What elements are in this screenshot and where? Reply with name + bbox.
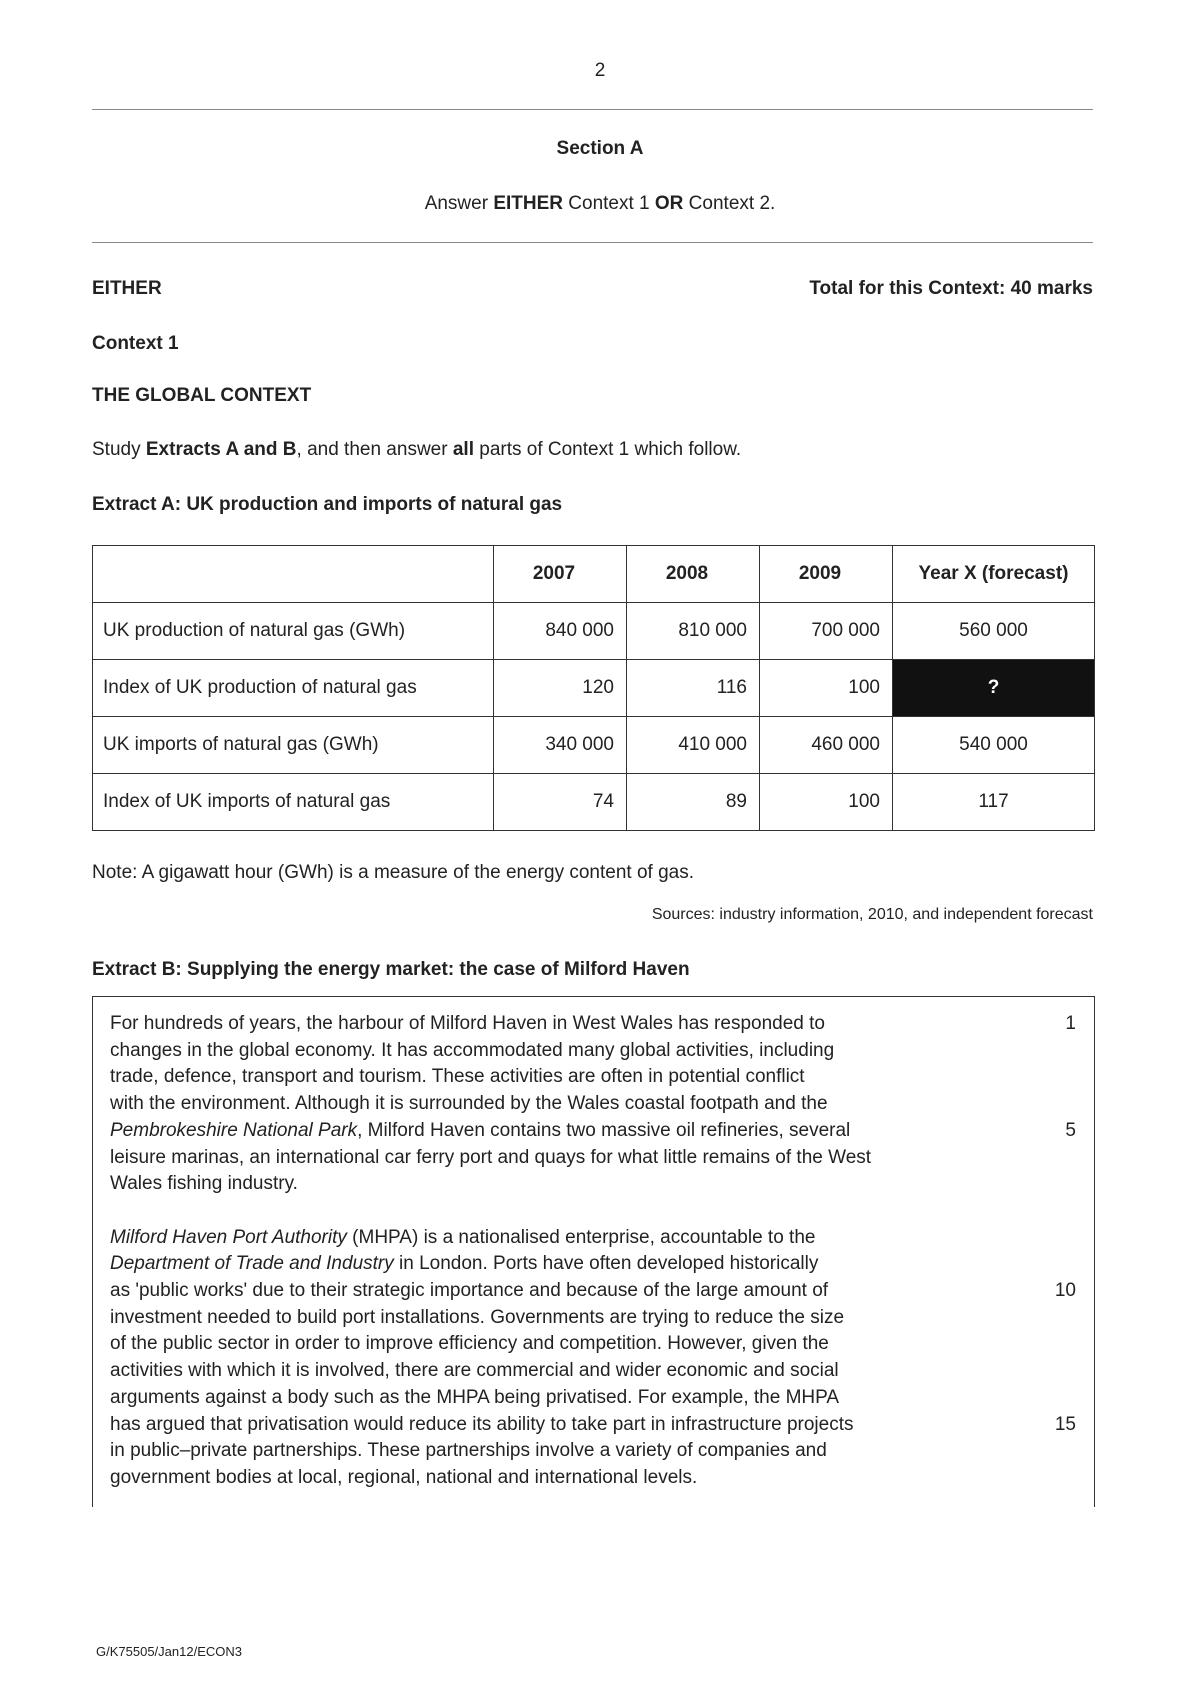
text: OR xyxy=(654,193,684,214)
text: EITHER xyxy=(493,193,564,214)
passage-line xyxy=(110,1253,818,1275)
note: Note: A gigawatt hour (GWh) is a measure of the energy content of gas. xyxy=(92,862,694,883)
row-label: Index of UK production of natural gas xyxy=(93,660,494,717)
table-row xyxy=(93,603,1095,660)
italic-text: Milford Haven Port Authority xyxy=(110,1226,347,1248)
cell: 560 000 xyxy=(893,603,1095,660)
gas-table xyxy=(92,545,1095,831)
text: investment needed to build port installations. Governments are trying to reduce the size xyxy=(110,1306,845,1328)
header-cell: Year X (forecast) xyxy=(893,546,1095,603)
cell: 410 000 xyxy=(627,717,760,774)
passage-line xyxy=(110,1120,850,1142)
section-title: Section A xyxy=(556,138,644,159)
passage-line xyxy=(110,1467,697,1489)
text: activities with which it is involved, there are commercial and wider economic and social xyxy=(110,1360,839,1382)
italic-text: Department of Trade and Industry xyxy=(110,1253,394,1275)
table-row xyxy=(93,660,1095,717)
passage-line xyxy=(110,1066,805,1088)
passage-line xyxy=(110,1173,298,1195)
text: Wales fishing industry. xyxy=(110,1173,298,1195)
text: Extracts A and B xyxy=(145,439,297,460)
passage-line xyxy=(110,1013,825,1035)
table-header-row xyxy=(93,546,1095,603)
passage-line xyxy=(110,1387,839,1409)
extract-b-title: Extract B: Supplying the energy market: the case of Milford Haven xyxy=(92,959,690,980)
text: as 'public works' due to their strategic importance and because of the large amount of xyxy=(110,1280,829,1301)
cell: 340 000 xyxy=(494,717,627,774)
study-instruction xyxy=(92,439,741,461)
text: Context 2. xyxy=(683,193,776,214)
line-number: 5 xyxy=(1065,1119,1076,1141)
passage-line xyxy=(110,1414,854,1436)
text: all xyxy=(452,439,474,460)
passage-line xyxy=(110,1040,834,1062)
passage-line xyxy=(110,1147,871,1169)
line-number: 10 xyxy=(1054,1280,1076,1301)
extract-b-passage xyxy=(92,996,1095,1507)
divider xyxy=(92,242,1093,243)
footer-code: G/K75505/Jan12/ECON3 xyxy=(96,1644,242,1659)
cell: 117 xyxy=(893,774,1095,831)
header-cell: 2008 xyxy=(627,546,760,603)
text: For hundreds of years, the harbour of Milford Haven in West Wales has responded to xyxy=(110,1013,825,1034)
text: in London. Ports have often developed historically xyxy=(393,1253,819,1275)
text: arguments against a body such as the MHPA being privatised. For example, the MHPA xyxy=(110,1386,840,1408)
header-cell xyxy=(93,546,494,603)
text: , Milford Haven contains two massive oil refineries, several xyxy=(357,1119,851,1141)
cell: 74 xyxy=(494,774,627,831)
text: (MHPA) is a nationalised enterprise, accountable to the xyxy=(346,1226,816,1248)
text: trade, defence, transport and tourism. These activities are often in potential conflict xyxy=(110,1066,805,1088)
cell: 100 xyxy=(760,660,893,717)
passage-line xyxy=(110,1440,827,1462)
instruction xyxy=(0,193,1200,215)
cell: 116 xyxy=(627,660,760,717)
text: in public–private partnerships. These partnerships involve a variety of companies and xyxy=(110,1440,827,1462)
text: has argued that privatisation would reduce its ability to take part in infrastructure projects xyxy=(110,1413,854,1435)
header-cell: 2009 xyxy=(760,546,893,603)
divider xyxy=(92,109,1093,110)
row-label: UK imports of natural gas (GWh) xyxy=(93,717,494,774)
row-label: Index of UK imports of natural gas xyxy=(93,774,494,831)
extract-a-title: Extract A: UK production and imports of natural gas xyxy=(92,494,563,515)
text: Study xyxy=(92,439,146,460)
table-row xyxy=(93,717,1095,774)
line-number: 1 xyxy=(1065,1013,1076,1034)
passage-line xyxy=(110,1333,829,1355)
text: Context 1 xyxy=(563,193,655,214)
header-cell: 2007 xyxy=(494,546,627,603)
unknown-cell: ? xyxy=(893,660,1095,717)
text: of the public sector in order to improve efficiency and competition. However, given the xyxy=(110,1333,829,1355)
text: Answer xyxy=(424,193,494,214)
page-number: 2 xyxy=(594,60,606,81)
cell: 840 000 xyxy=(494,603,627,660)
text: parts of Context 1 which follow. xyxy=(473,439,742,460)
sources: Sources: industry information, 2010, and independent forecast xyxy=(651,906,1093,923)
text: government bodies at local, regional, national and international levels. xyxy=(110,1466,698,1488)
cell: 89 xyxy=(627,774,760,831)
cell: 810 000 xyxy=(627,603,760,660)
line-number: 15 xyxy=(1054,1413,1076,1435)
context-label: Context 1 xyxy=(92,333,179,354)
context-title: THE GLOBAL CONTEXT xyxy=(92,385,312,406)
row-label: UK production of natural gas (GWh) xyxy=(93,603,494,660)
cell: 100 xyxy=(760,774,893,831)
text: , and then answer xyxy=(296,439,453,460)
passage-line xyxy=(110,1227,815,1249)
text: changes in the global economy. It has accommodated many global activities, including xyxy=(110,1039,835,1061)
italic-text: Pembrokeshire National Park xyxy=(110,1119,358,1141)
passage-line xyxy=(110,1280,828,1302)
cell: 540 000 xyxy=(893,717,1095,774)
text: leisure marinas, an international car ferry port and quays for what little remains of the West xyxy=(110,1146,872,1168)
cell: 460 000 xyxy=(760,717,893,774)
passage-line xyxy=(110,1093,828,1115)
passage-line xyxy=(110,1360,839,1382)
total-marks: Total for this Context: 40 marks xyxy=(809,278,1093,299)
text: with the environment. Although it is surrounded by the Wales coastal footpath and the xyxy=(110,1093,828,1115)
cell: 700 000 xyxy=(760,603,893,660)
passage-line xyxy=(110,1307,844,1329)
either-label: EITHER xyxy=(92,278,162,299)
table-row xyxy=(93,774,1095,831)
cell: 120 xyxy=(494,660,627,717)
